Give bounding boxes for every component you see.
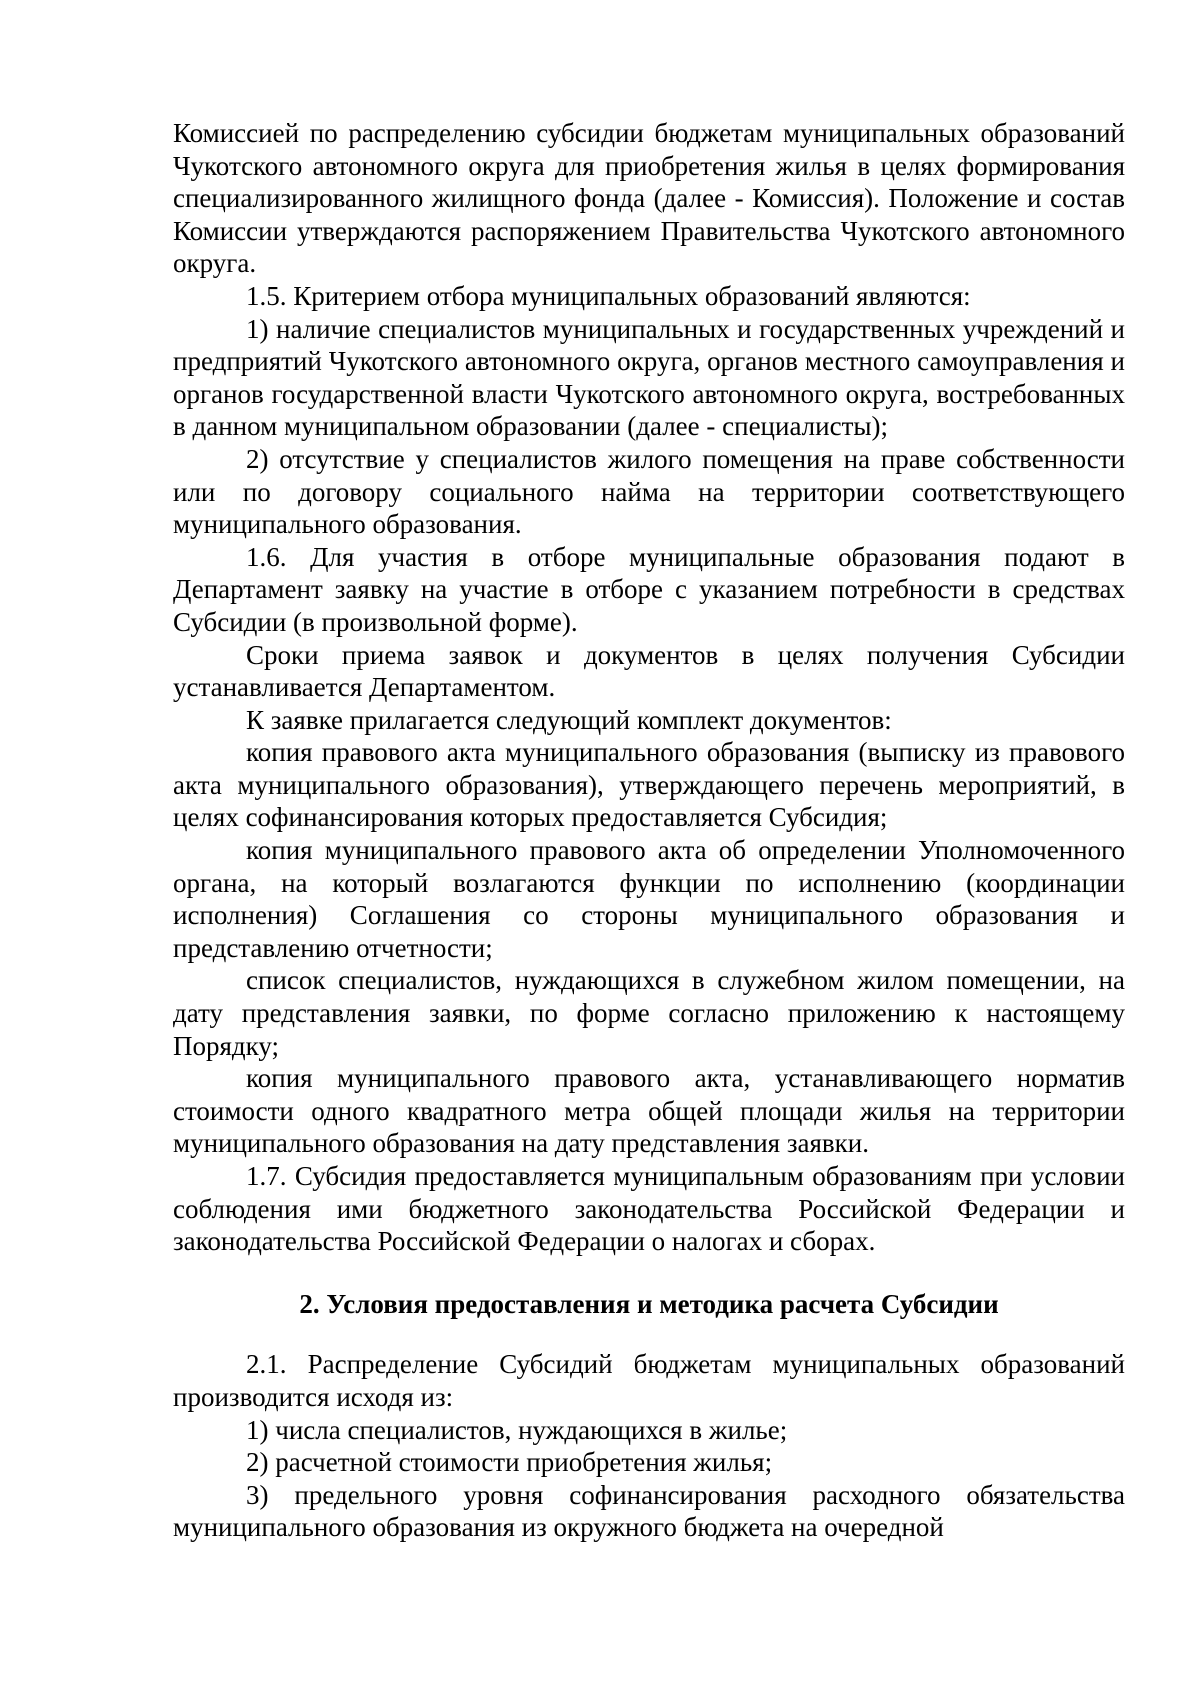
paragraph-1-7: 1.7. Субсидия предоставляется муниципальным образованиям при условии соблюдения ими бюджетного законодательства Российской Федерации и законодательства Российской Федерации о налогах и сборах.: [173, 1161, 1125, 1257]
paragraph-application-terms: Сроки приема заявок и документов в целях получения Субсидии устанавливается Департаментом.: [173, 639, 1125, 703]
document-body: [173, 117, 1125, 1544]
paragraph-criterion-2: 2) отсутствие у специалистов жилого помещения на праве собственности или по договору социального найма на территории соответствующего муниципального образования.: [173, 443, 1125, 540]
paragraph-criterion-1: 1) наличие специалистов муниципальных и государственных учреждений и предприятий Чукотского автономного округа, органов местного самоуправления и органов государственной власти Чукотского автономного округа, востребованных в данном муниципальном образовании (далее - специалисты);: [173, 313, 1125, 442]
paragraph-document-authorized-body: копия муниципального правового акта об определении Уполномоченного органа, на который возлагаются функции по исполнению (координации исполнения) Соглашения со стороны муниципального образования и представлению отчетности;: [173, 835, 1125, 963]
paragraph-document-legal-act: копия правового акта муниципального образования (выписку из правового акта муниципального образования), утверждающего перечень мероприятий, в целях софинансирования которых предоставляется Субсидия;: [173, 737, 1125, 833]
paragraph-1-6: 1.6. Для участия в отборе муниципальные образования подают в Департамент заявку на участие в отборе с указанием потребности в средствах Субсидии (в произвольной форме).: [173, 541, 1125, 637]
section-heading: 2. Условия предоставления и методика расчета Субсидии: [299, 1288, 999, 1319]
paragraph-basis-2: 2) расчетной стоимости приобретения жилья;: [246, 1447, 773, 1478]
paragraph-commission: Комиссией по распределению субсидии бюджетам муниципальных образований Чукотского автономного округа для приобретения жилья в целях формирования специализированного жилищного фонда (далее - Комиссия). Положение и состав Комиссии утверждаются распоряжением Правительства Чукотского автономного округа.: [173, 118, 1125, 279]
paragraph-document-cost-standard: копия муниципального правового акта, устанавливающего норматив стоимости одного квадратного метра общей площади жилья на территории муниципального образования на дату представления заявки.: [173, 1063, 1125, 1159]
paragraph-basis-3: 3) предельного уровня софинансирования расходного обязательства муниципального образования из окружного бюджета на очередной: [173, 1479, 1125, 1543]
paragraph-2-1: 2.1. Распределение Субсидий бюджетам муниципальных образований производится исходя из:: [173, 1349, 1125, 1412]
paragraph-basis-1: 1) числа специалистов, нуждающихся в жилье;: [246, 1414, 788, 1445]
paragraph-1-5: 1.5. Критерием отбора муниципальных образований являются:: [246, 280, 971, 311]
paragraph-document-specialists-list: список специалистов, нуждающихся в служебном жилом помещении, на дату представления заявки, по форме согласно приложению к настоящему Порядку;: [173, 965, 1125, 1061]
paragraph-documents-intro: К заявке прилагается следующий комплект документов:: [246, 704, 892, 735]
